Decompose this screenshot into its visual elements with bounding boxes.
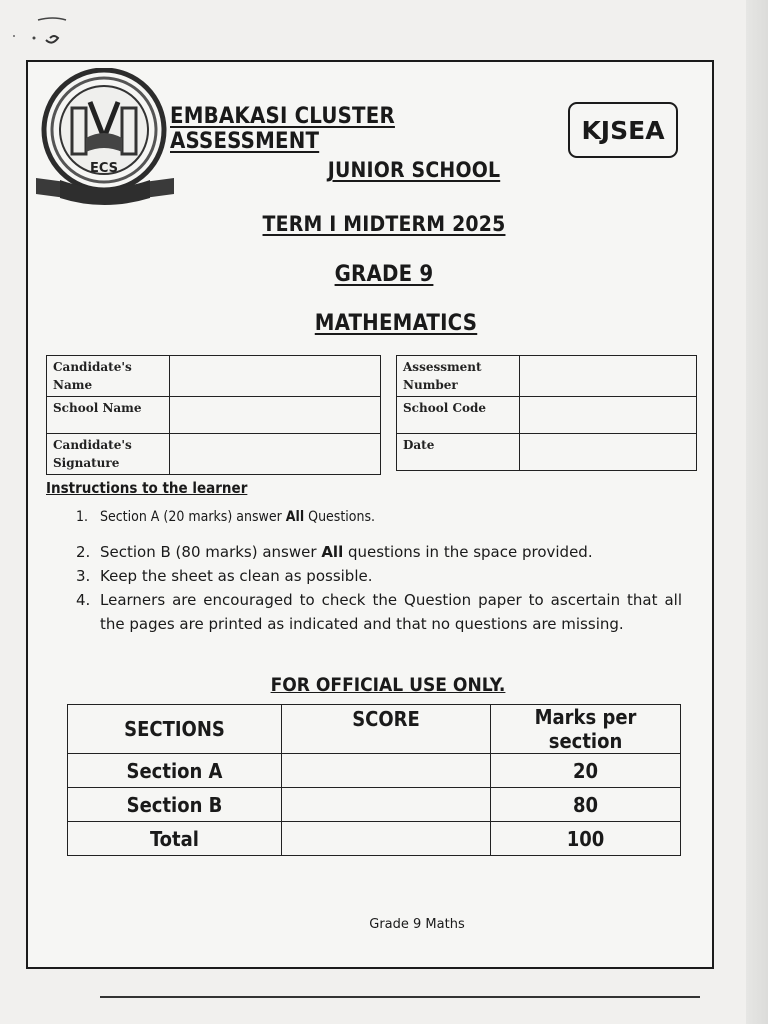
official-use-title: FOR OFFICIAL USE ONLY.	[270, 674, 506, 696]
score-table-header	[68, 705, 681, 754]
table-row	[68, 788, 681, 822]
instruction-emphasis: All	[321, 543, 344, 561]
page-footer: Grade 9 Maths	[369, 917, 465, 932]
table-row	[68, 822, 681, 856]
date-field[interactable]	[520, 434, 697, 471]
assessment-number-row	[397, 356, 697, 397]
kjsea-badge: KJSEA	[568, 102, 678, 158]
instruction-emphasis: All	[285, 509, 305, 525]
instruction-number: 1.	[76, 509, 89, 525]
score-cell[interactable]	[282, 822, 491, 856]
instruction-item	[76, 564, 682, 588]
candidate-name-field[interactable]	[170, 356, 381, 397]
school-level: JUNIOR SCHOOL	[327, 158, 501, 182]
section-cell: Section A	[68, 754, 282, 788]
school-name-label: School Name	[47, 397, 170, 434]
score-cell[interactable]	[282, 754, 491, 788]
term-title: TERM I MIDTERM 2025	[262, 212, 506, 236]
instruction-text: Keep the sheet as clean as possible.	[100, 567, 373, 585]
school-code-label: School Code	[397, 397, 520, 434]
grade-title: GRADE 9	[334, 262, 434, 287]
subject-title: MATHEMATICS	[314, 311, 478, 336]
bottom-rule	[100, 996, 700, 998]
header-marks: Marks per section	[491, 705, 681, 754]
candidate-info-table	[46, 355, 381, 475]
instructions-list	[76, 505, 682, 636]
marks-cell: 20	[491, 754, 681, 788]
candidate-name-label: Candidate's Name	[47, 356, 170, 397]
instruction-text-end: questions in the space provided.	[343, 543, 593, 561]
school-name-row	[47, 397, 381, 434]
instruction-text: Section A (20 marks) answer	[100, 509, 286, 525]
instructions-title: Instructions to the learner	[46, 479, 248, 497]
instruction-text: Learners are encouraged to check the Question paper to ascertain that all the pages are printed as indicated and that no questions are missing.	[100, 591, 682, 633]
marks-cell: 80	[491, 788, 681, 822]
signature-row	[47, 434, 381, 475]
instruction-item	[76, 505, 682, 529]
signature-field[interactable]	[170, 434, 381, 475]
assessment-info-table	[396, 355, 697, 471]
instruction-text-end: Questions.	[304, 509, 376, 525]
section-cell: Total	[68, 822, 282, 856]
school-code-row	[397, 397, 697, 434]
instruction-number: 2.	[76, 543, 91, 561]
instruction-text: Section B (80 marks) answer	[100, 543, 322, 561]
assessment-title: EMBAKASI CLUSTER ASSESSMENT	[170, 104, 395, 154]
instruction-number: 3.	[76, 567, 91, 585]
table-row	[68, 754, 681, 788]
marks-cell: 100	[491, 822, 681, 856]
section-cell: Section B	[68, 788, 282, 822]
logo-abbr: ECS	[89, 161, 119, 176]
ecs-logo	[36, 68, 176, 208]
school-name-field[interactable]	[170, 397, 381, 434]
header-score: SCORE	[282, 705, 491, 754]
signature-label: Candidate's Signature	[47, 434, 170, 475]
header-sections: SECTIONS	[68, 705, 282, 754]
instruction-number: 4.	[76, 591, 91, 609]
assessment-number-field[interactable]	[520, 356, 697, 397]
score-cell[interactable]	[282, 788, 491, 822]
candidate-name-row	[47, 356, 381, 397]
official-score-table	[67, 704, 681, 856]
date-label: Date	[397, 434, 520, 471]
instruction-item	[76, 540, 682, 564]
school-code-field[interactable]	[520, 397, 697, 434]
pen-mark	[8, 14, 78, 54]
paper-edge	[746, 0, 768, 1024]
instruction-item	[76, 588, 682, 636]
date-row	[397, 434, 697, 471]
assessment-number-label: Assessment Number	[397, 356, 520, 397]
